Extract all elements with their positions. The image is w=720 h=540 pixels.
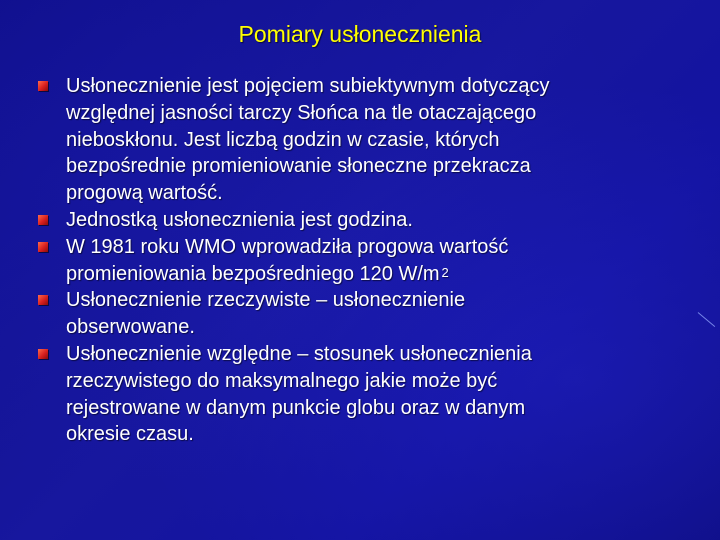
superscript: 2 (441, 264, 449, 280)
square-bullet-icon (38, 215, 48, 225)
slide-title: Pomiary usłonecznienia (238, 21, 482, 47)
bullet-text-line: nieboskłonu. Jest liczbą godzin w czasie, których (66, 128, 500, 151)
bullet-text-line: względnej jasności tarczy Słońca na tle otaczającego (66, 101, 537, 124)
bullet-item (38, 73, 678, 207)
bullet-list (38, 73, 678, 448)
bullet-text-line: progową wartość. (66, 182, 223, 205)
square-bullet-icon (38, 242, 48, 252)
bullet-text-line: Usłonecznienie jest pojęciem subiektywnym dotyczący (66, 75, 550, 97)
bullet-item (38, 341, 678, 448)
bullet-text-line: Usłonecznienie względne – stosunek usłonecznienia (66, 342, 532, 365)
bullet-text-line: obserwowane. (66, 316, 195, 339)
bullet-text-line-with-superscript (66, 261, 678, 288)
bullet-text-line: rzeczywistego do maksymalnego jakie może być (66, 369, 498, 392)
bullet-text-line: okresie czasu. (66, 423, 194, 446)
bullet-item (38, 234, 678, 288)
square-bullet-icon (38, 295, 48, 305)
bullet-text-line: Usłonecznienie rzeczywiste – usłonecznienie (66, 289, 466, 312)
bullet-text-line: bezpośrednie promieniowanie słoneczne przekracza (66, 155, 531, 178)
bullet-item (38, 287, 678, 341)
bullet-item (38, 207, 678, 234)
bullet-text-line: W 1981 roku WMO wprowadziła progowa wartość (66, 235, 509, 258)
bullet-text-line: Jednostką usłonecznienia jest godzina. (66, 208, 413, 231)
bullet-text-segment: promieniowania bezpośredniego 120 W/m (66, 262, 440, 285)
square-bullet-icon (38, 81, 48, 91)
bullet-text-line: rejestrowane w danym punkcie globu oraz w danym (66, 396, 526, 419)
square-bullet-icon (38, 349, 48, 359)
decorative-line (698, 312, 715, 327)
